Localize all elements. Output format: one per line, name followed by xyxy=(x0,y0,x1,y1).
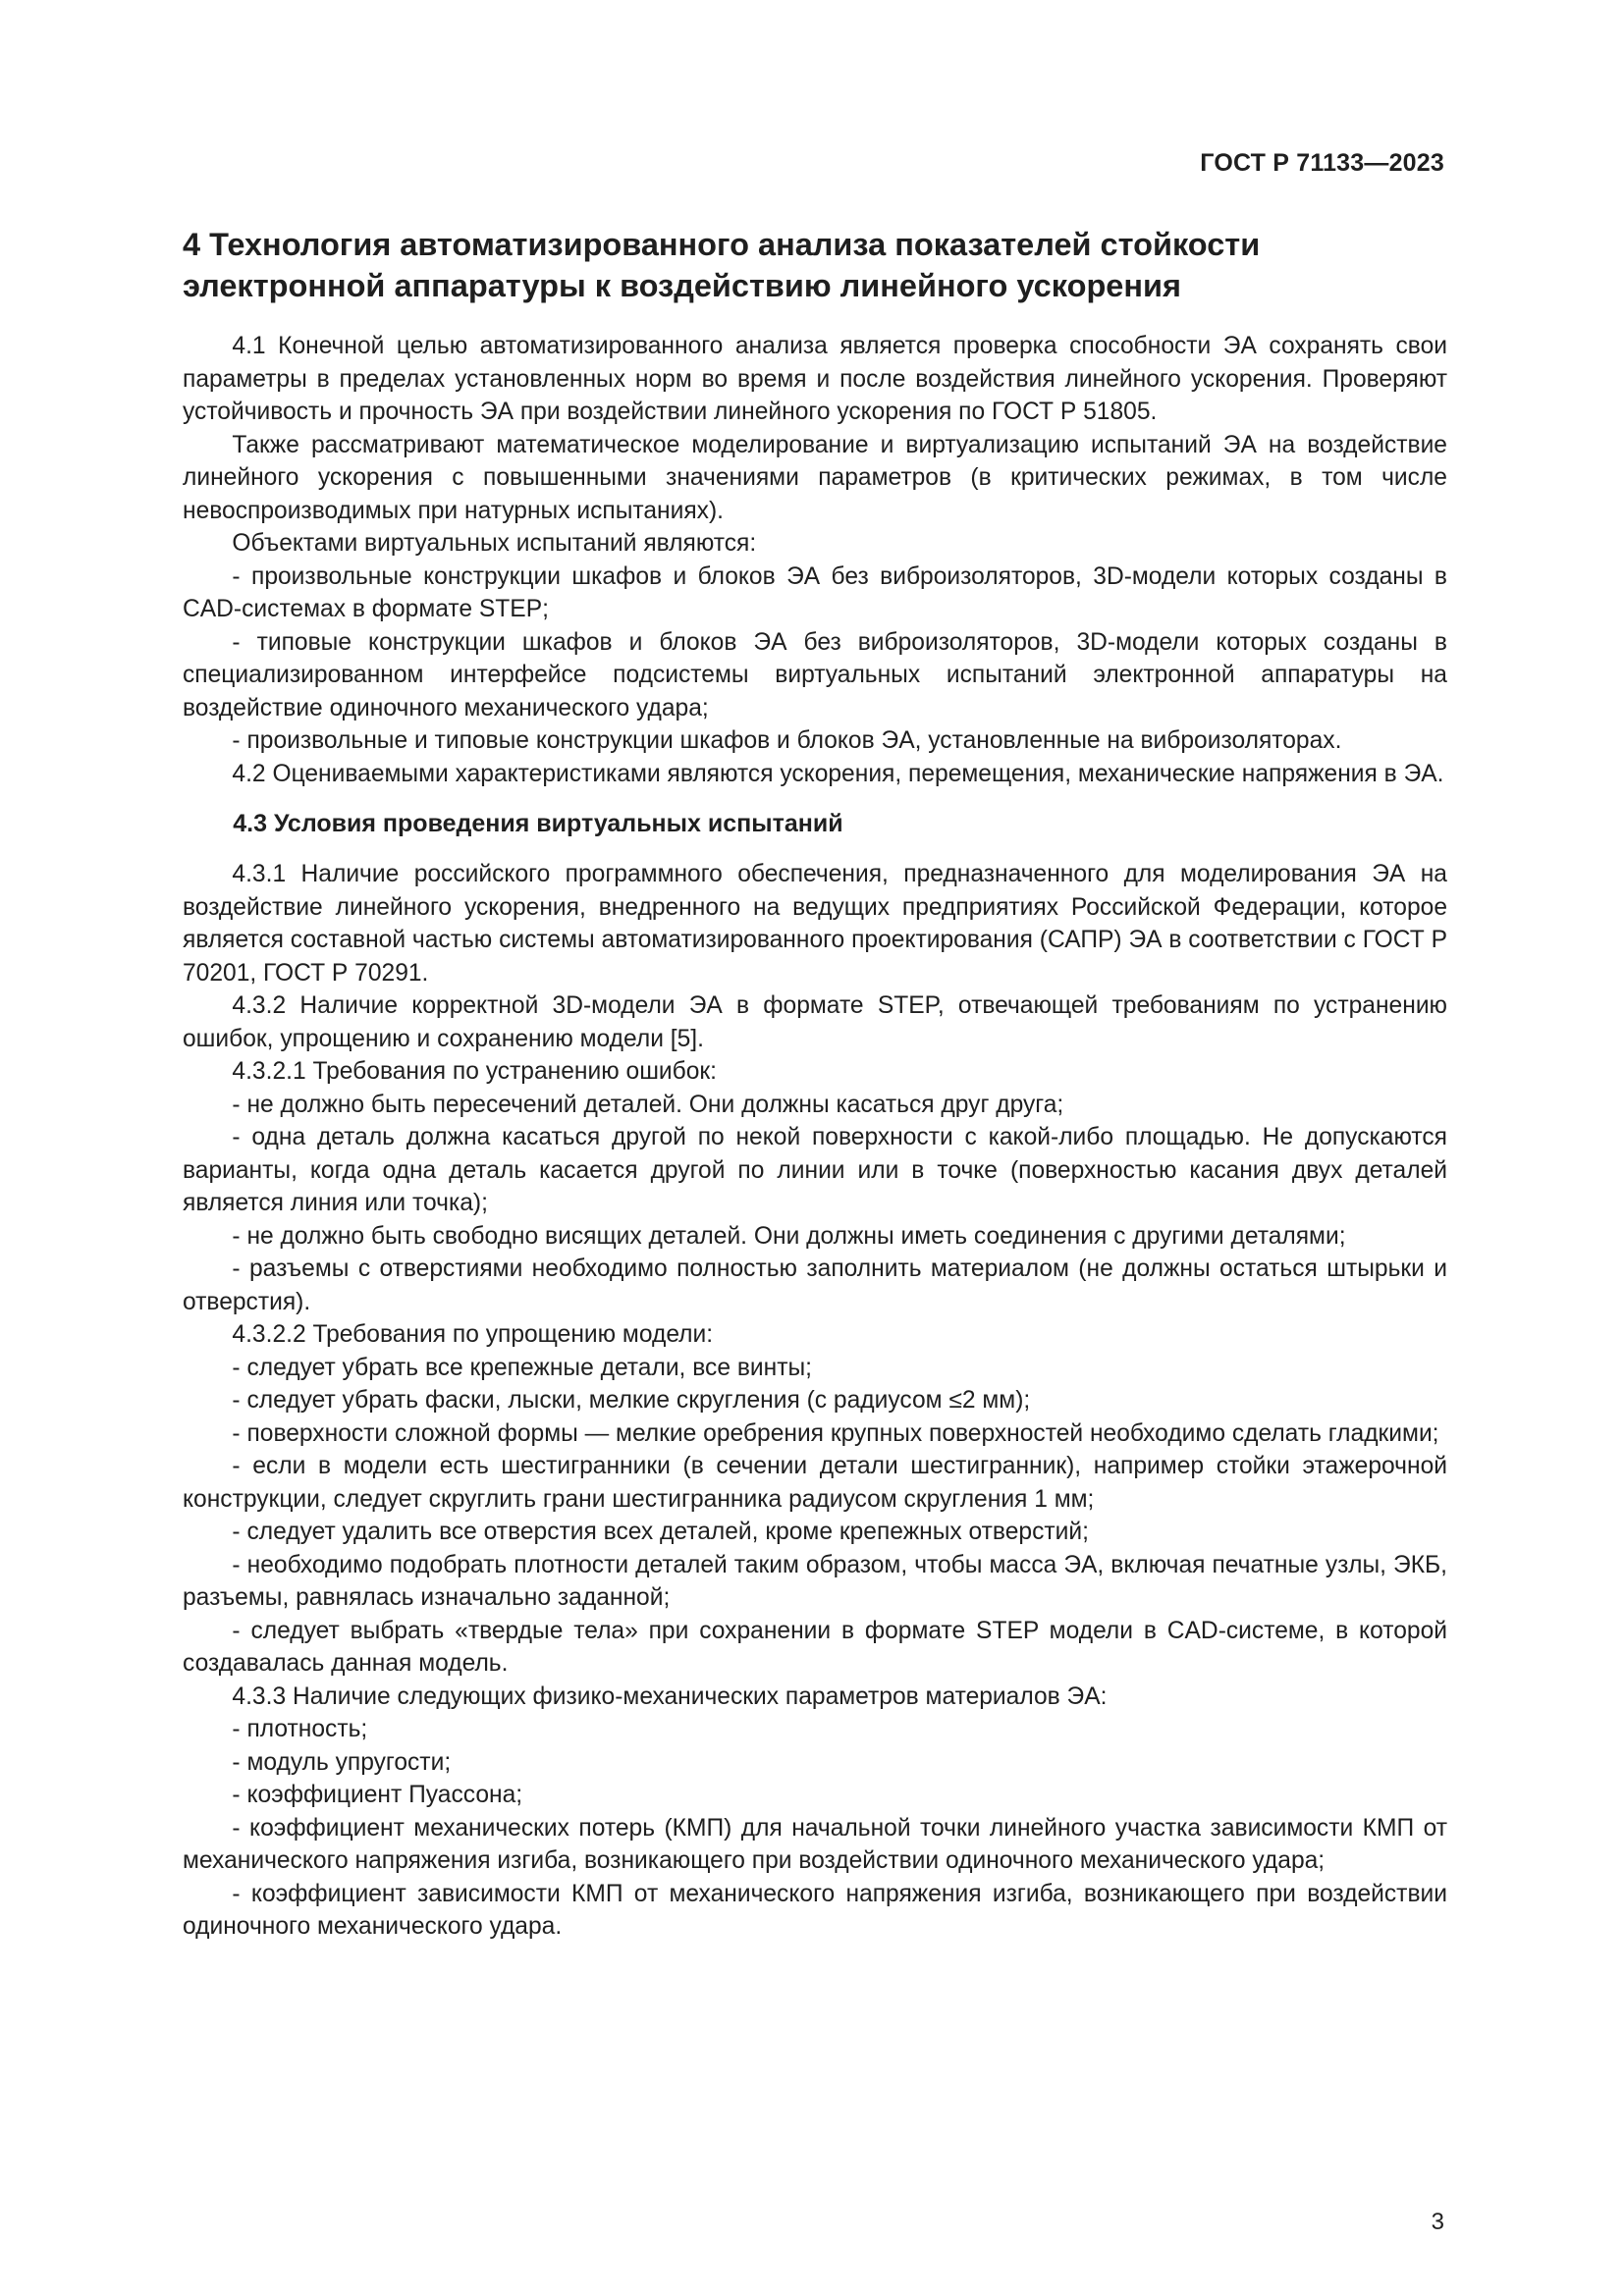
paragraph-modeling: Также рассматривают математическое моделирование и виртуализацию испытаний ЭА на воздействие линейного ускорения с повышенными значениями параметров (в критических режимах, в том числе невоспроизводимых при натурных испытаниях). xyxy=(183,431,1447,524)
list-item: - следует выбрать «твердые тела» при сохранении в формате STEP модели в CAD-системе, в которой создавалась данная модель. xyxy=(183,1617,1447,1677)
paragraph-objects-intro: Объектами виртуальных испытаний являются: xyxy=(232,530,757,557)
section-title-line-2: электронной аппаратуры к воздействию линейного ускорения xyxy=(183,268,1181,303)
document-id-header: ГОСТ Р 71133—2023 xyxy=(1200,149,1444,177)
page-number: 3 xyxy=(1431,2209,1444,2235)
list-item: - следует убрать фаски, лыски, мелкие скругления (с радиусом ≤2 мм); xyxy=(232,1387,1031,1414)
list-item: - произвольные и типовые конструкции шкафов и блоков ЭА, установленные на виброизоляторах. xyxy=(232,727,1342,754)
list-item: - необходимо подобрать плотности деталей таким образом, чтобы масса ЭА, включая печатные узлы, ЭКБ, разъемы, равнялась изначально заданной; xyxy=(183,1551,1447,1611)
subsection-title-4-3: 4.3 Условия проведения виртуальных испытаний xyxy=(233,810,843,837)
paragraph-4-3-1: 4.3.1 Наличие российского программного обеспечения, предназначенного для моделирования ЭА на воздействие линейного ускорения, внедренного на ведущих предприятиях Российской Федерации, которое является составной частью системы автоматизированного проектирования (САПР) ЭА в соответствии с ГОСТ Р 70201, ГОСТ Р 70291. xyxy=(183,861,1447,987)
paragraph-4-3-2: 4.3.2 Наличие корректной 3D-модели ЭА в формате STEP, отвечающей требованиям по устранению ошибок, упрощению и сохранению модели [5]. xyxy=(183,992,1447,1052)
list-item: - модуль упругости; xyxy=(232,1748,452,1776)
list-item: - следует удалить все отверстия всех деталей, кроме крепежных отверстий; xyxy=(232,1519,1089,1545)
list-item: - следует убрать все крепежные детали, все винты; xyxy=(232,1354,812,1381)
paragraph-4-3-2-2: 4.3.2.2 Требования по упрощению модели: xyxy=(232,1321,714,1348)
list-item: - плотность; xyxy=(232,1716,368,1742)
list-item: - если в модели есть шестигранники (в сечении детали шестигранник), например стойки этажерочной конструкции, следует скруглить грани шестигранника радиусом скругления 1 мм; xyxy=(183,1453,1447,1513)
list-item: - коэффициент механических потерь (КМП) для начальной точки линейного участка зависимости КМП от механического напряжения изгиба, возникающего при воздействии одиночного механического удара; xyxy=(183,1814,1447,1874)
list-item: - поверхности сложной формы — мелкие оребрения крупных поверхностей необходимо сделать гладкими; xyxy=(232,1419,1439,1447)
section-title xyxy=(183,224,1447,306)
list-item: - не должно быть свободно висящих деталей. Они должны иметь соединения с другими деталями; xyxy=(232,1222,1346,1250)
list-item: - не должно быть пересечений деталей. Они должны касаться друг друга; xyxy=(232,1091,1064,1118)
list-item: - одна деталь должна касаться другой по некой поверхности с какой-либо площадью. Не допускаются варианты, когда одна деталь касается другой по линии или в точке (поверхностью касания двух деталей является линия или точка); xyxy=(183,1124,1447,1216)
list-item: - произвольные конструкции шкафов и блоков ЭА без виброизоляторов, 3D-модели которых созданы в CAD-системах в формате STEP; xyxy=(183,562,1447,622)
paragraph-4-3-2-1: 4.3.2.1 Требования по устранению ошибок: xyxy=(232,1058,718,1085)
page-content xyxy=(183,224,1447,1944)
paragraph-4-1: 4.1 Конечной целью автоматизированного анализа является проверка способности ЭА сохранять свои параметры в пределах установленных норм во время и после воздействия линейного ускорения. Проверяют устойчивость и прочность ЭА при воздействии линейного ускорения по ГОСТ Р 51805. xyxy=(183,333,1447,425)
section-title-line-1: 4 Технология автоматизированного анализа показателей стойкости xyxy=(183,227,1261,262)
list-item: - разъемы с отверстиями необходимо полностью заполнить материалом (не должны остаться штырьки и отверстия). xyxy=(183,1255,1447,1315)
list-item: - типовые конструкции шкафов и блоков ЭА без виброизоляторов, 3D-модели которых созданы в специализированном интерфейсе подсистемы виртуальных испытаний электронной аппаратуры на воздействие одиночного механического удара; xyxy=(183,628,1447,721)
paragraph-4-2: 4.2 Оцениваемыми характеристиками являются ускорения, перемещения, механические напряжения в ЭА. xyxy=(232,760,1444,787)
list-item: - коэффициент зависимости КМП от механического напряжения изгиба, возникающего при воздействии одиночного механического удара. xyxy=(183,1880,1447,1940)
list-item: - коэффициент Пуассона; xyxy=(232,1782,523,1808)
paragraph-4-3-3: 4.3.3 Наличие следующих физико-механических параметров материалов ЭА: xyxy=(232,1682,1108,1710)
